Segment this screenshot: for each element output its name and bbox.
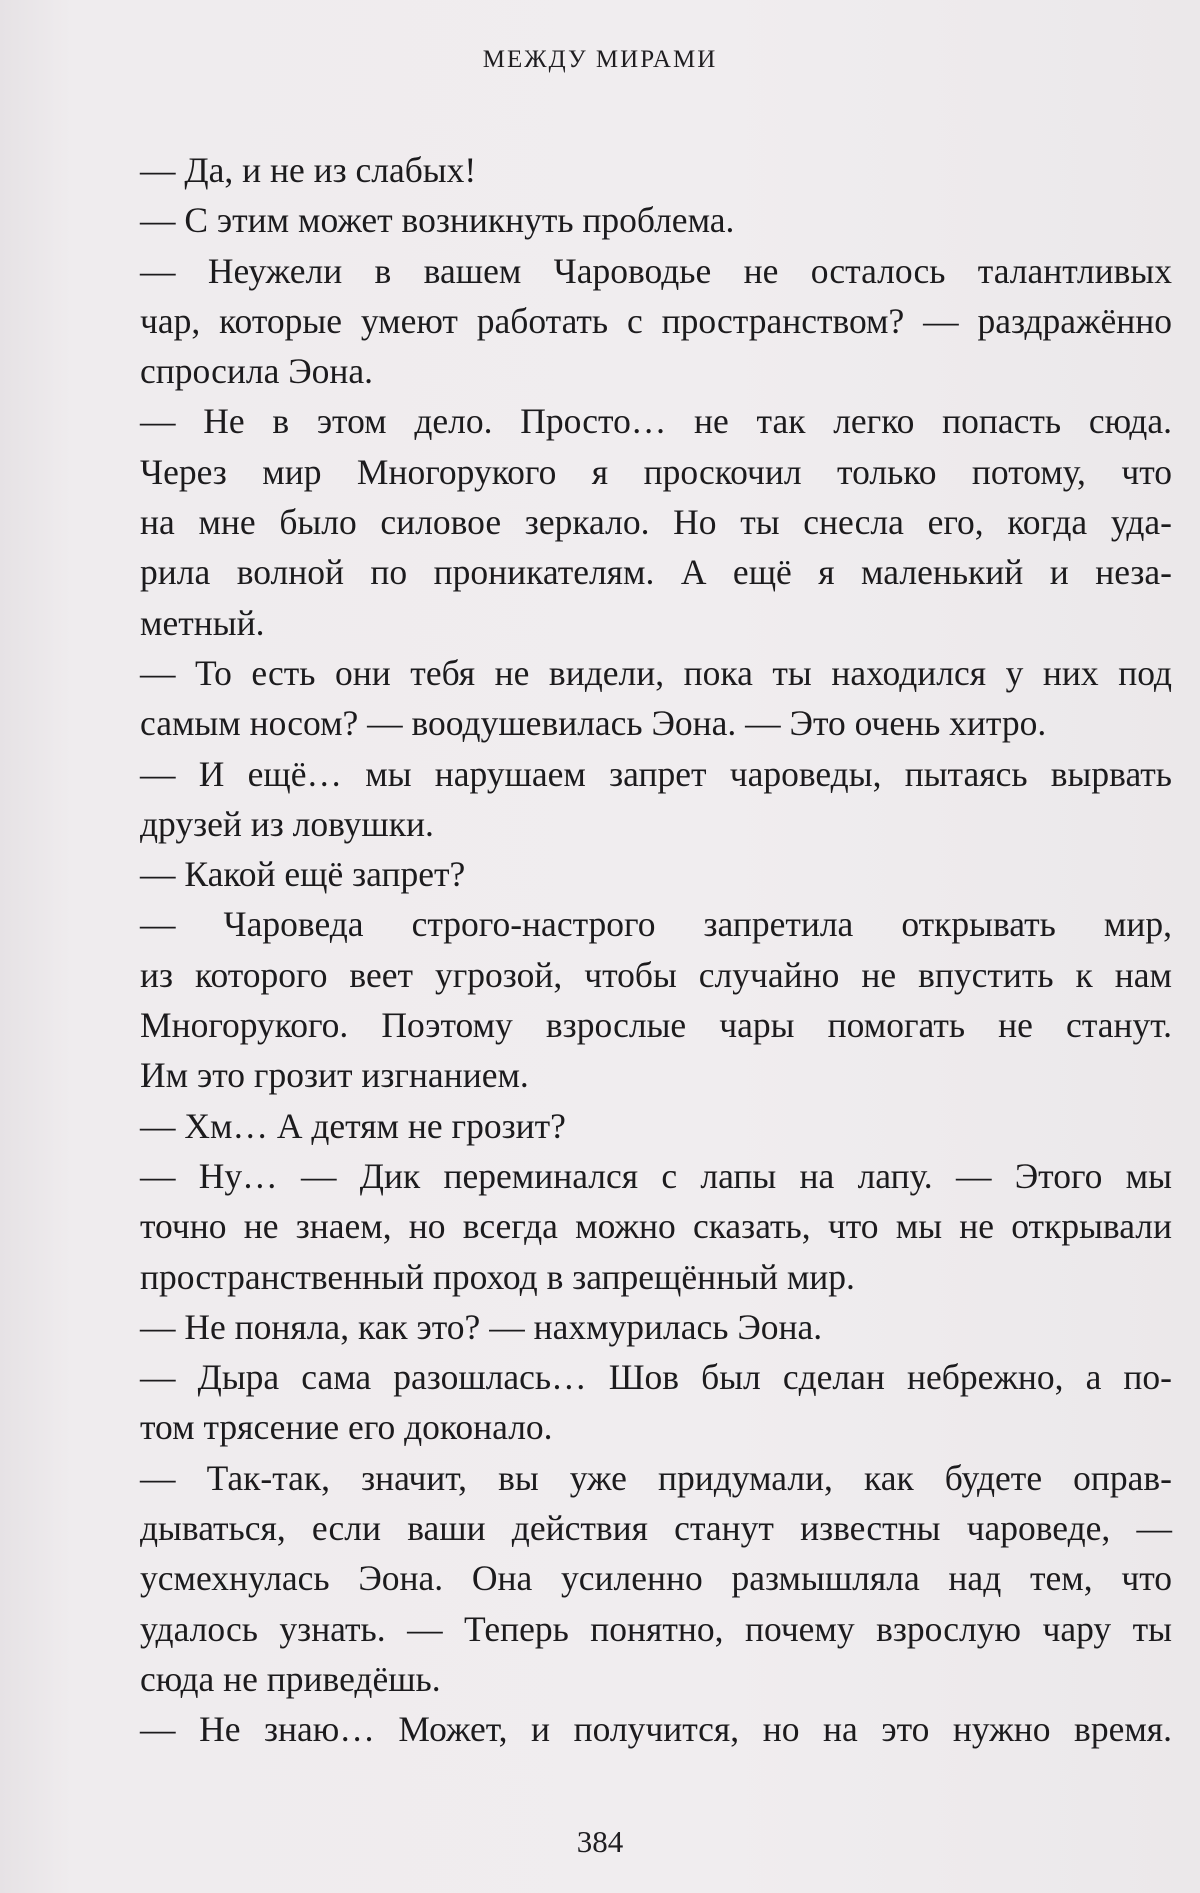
text-line: удалось узнать. — Теперь понятно, почему взрослую чару ты (140, 1608, 1172, 1649)
text-line: — Не знаю… Может, и получится, но на это нужно время. (140, 1709, 1172, 1750)
running-head-title: МЕЖДУ МИРАМИ (482, 46, 718, 73)
text-line: — Какой ещё запрет? (140, 854, 466, 895)
text-line: — Не поняла, как это? — нахмурилась Эона. (140, 1306, 823, 1347)
text-line: Через мир Многорукого я проскочил только потому, что (140, 451, 1172, 492)
text-line: — Так-так, значит, вы уже придумали, как будете оправ- (140, 1457, 1172, 1498)
text-line: — То есть они тебя не видели, пока ты находился у них под (140, 652, 1172, 693)
text-line: самым носом? — воодушевилась Эона. — Это очень хитро. (140, 703, 1047, 744)
text-line: на мне было силовое зеркало. Но ты снесла его, когда уда- (140, 502, 1172, 543)
text-line: из которого веет угрозой, чтобы случайно не впустить к нам (140, 954, 1172, 995)
text-line: том трясение его доконало. (140, 1407, 553, 1448)
body-text (140, 145, 1172, 1755)
page-number: 384 (576, 1824, 624, 1859)
text-line: точно не знаем, но всегда можно сказать, что мы не открывали (140, 1206, 1172, 1247)
text-line: — Не в этом дело. Просто… не так легко попасть сюда. (140, 401, 1172, 442)
text-line: друзей из ловушки. (140, 803, 434, 844)
text-line: пространственный проход в запрещённый мир. (140, 1256, 855, 1297)
text-line: метный. (140, 602, 265, 643)
text-line: — Да, и не из слабых! (140, 150, 477, 190)
text-line: рила волной по проникателям. А ещё я маленький и неза- (140, 552, 1172, 593)
text-line: сюда не приведёшь. (140, 1658, 441, 1699)
text-line: — Ну… — Дик переминался с лапы на лапу. — Этого мы (140, 1155, 1172, 1196)
text-line: — Дыра сама разошлась… Шов был сделан небрежно, а по- (140, 1357, 1172, 1398)
text-line: — И ещё… мы нарушаем запрет чароведы, пытаясь вырвать (140, 753, 1172, 794)
text-line: — С этим может возникнуть проблема. (140, 200, 735, 241)
text-line: чар, которые умеют работать с пространством? — раздражённо (140, 300, 1172, 341)
text-line: дываться, если ваши действия станут известны чароведе, — (140, 1508, 1172, 1549)
text-line: — Хм… А детям не грозит? (140, 1105, 566, 1146)
text-line: спросила Эона. (140, 351, 374, 392)
text-line: Многорукого. Поэтому взрослые чары помогать не станут. (140, 1005, 1172, 1046)
text-line: — Неужели в вашем Чароводье не осталось талантливых (140, 250, 1172, 291)
text-line: усмехнулась Эона. Она усиленно размышляла над тем, что (140, 1558, 1172, 1599)
text-line: Им это грозит изгнанием. (140, 1055, 529, 1096)
text-line: — Чароведа строго-настрого запретила открывать мир, (140, 904, 1172, 945)
